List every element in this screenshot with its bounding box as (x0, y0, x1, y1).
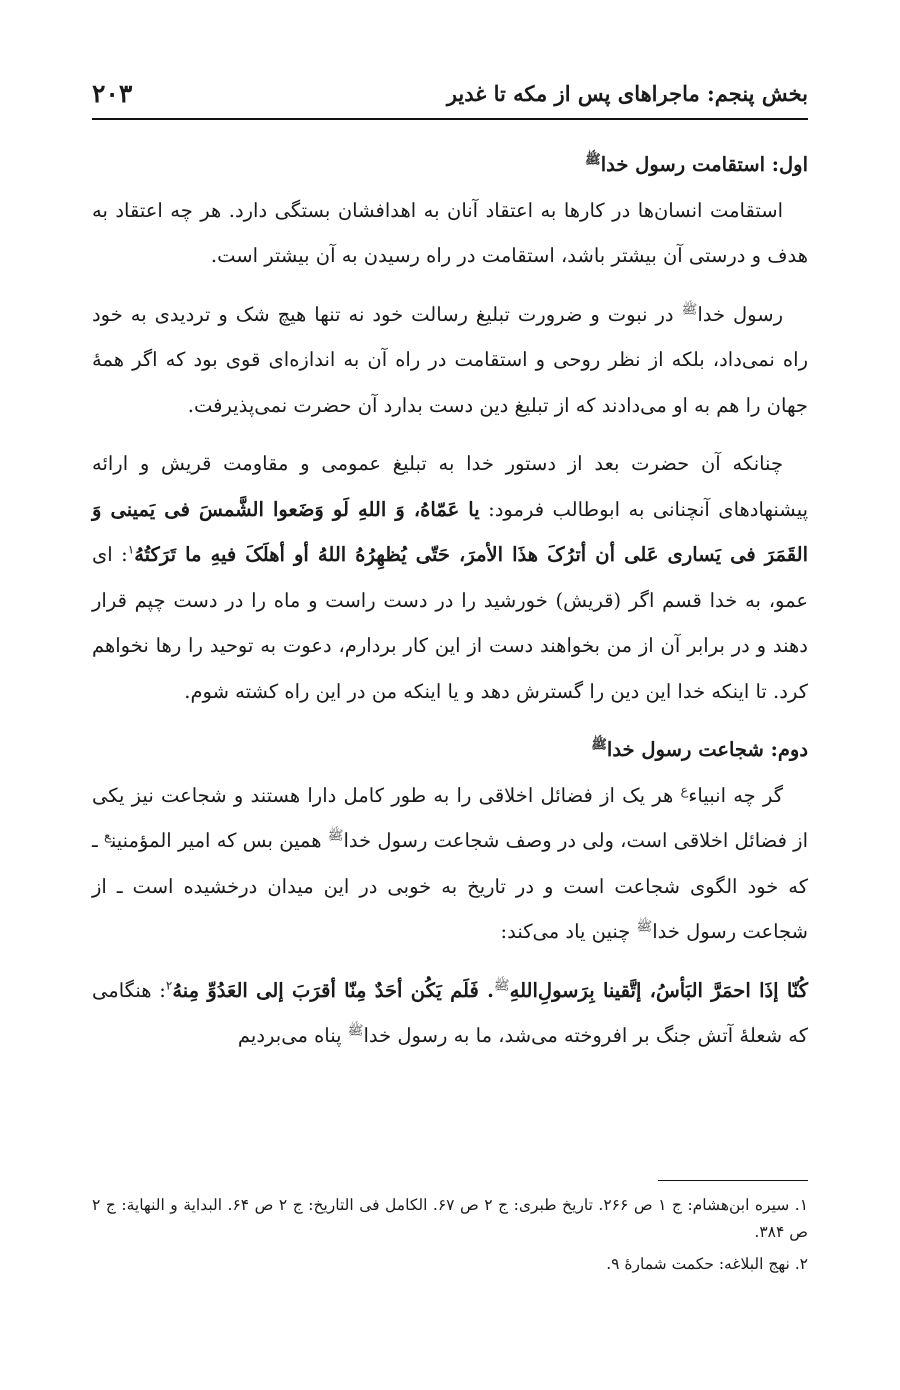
honorific-mark: ﷺ (347, 1023, 364, 1039)
running-title: بخش پنجم: ماجراهای پس از مکه تا غدیر (446, 80, 808, 106)
arabic-quote: یا عَمّاهُ، وَ اللهِ لَو وَضَعوا الشَّمسَ فی یَمینی وَ القَمَرَ فی یَساری عَلی أن أترُکَ هذَا الأمرَ، حَتّی یُظهِرُهُ اللهُ أو أهلَکَ فیهِ ما تَرَکتُهُ (92, 497, 808, 566)
section-heading-steadfastness: اول: استقامت رسول خدا$^ﷺ$ (584, 152, 808, 176)
honorific-mark: ﷺ (493, 978, 510, 993)
footnote-ref: ۱ (127, 542, 135, 557)
paragraph: رسول خدا$^ﷺ$ در نبوت و ضرورت تبلیغ رسالت خود نه تنها هیچ شک و تردیدی به خود راه نمی‌داد، بلکه از نظر روحی و استقامت در راه آن به اندازه‌ای قوی بود که اگر همهٔ جهان را هم به او می‌دادند که از تبلیغ دین دست بدارد آن حضرت نمی‌پذیرفت. (92, 302, 808, 417)
honorific-mark: ع (680, 783, 689, 798)
section-heading-courage: دوم: شجاعت رسول خدا$^ﷺ$ (591, 737, 808, 761)
honorific-mark: ع (103, 828, 111, 844)
honorific-mark: ﷺ (681, 302, 698, 317)
honorific-mark: ﷺ (584, 152, 601, 168)
footnotes (92, 1192, 808, 1283)
honorific-mark: ﷺ (636, 919, 653, 935)
footnote-separator (658, 1180, 808, 1181)
page-number: ۲۰۳ (92, 78, 133, 108)
page-header (92, 68, 808, 120)
footnote-ref: ۲ (165, 978, 173, 992)
arabic-quote: . فَلَم یَکُن أحَدٌ مِنّا أقرَبَ إلی العَدُوِّ مِنهُ (172, 978, 494, 1002)
honorific-mark: ﷺ (591, 737, 607, 753)
honorific-mark: ﷺ (327, 828, 344, 844)
paragraph: استقامت انسان‌ها در کارها به اعتقاد آنان به اهدافشان بستگی دارد. هر چه اعتقاد به هدف و درستی آن بیشتر باشد، استقامت در راه رسیدن به آن بیشتر است. (92, 198, 808, 267)
paragraph: کُنّا إذَا احمَرَّ البَأسُ، إتَّقینا بِرَسولِ‌اللهِ$^ﷺ$. فَلَم یَکُن أحَدٌ مِنّا أقرَبَ إلی العَدُوِّ مِنهُ$^۲$: هنگامی که شعلهٔ آتش جنگ بر افروخته می‌شد، ما به رسول خدا$^ﷺ$ پناه می‌بردیم (92, 978, 808, 1047)
paragraph: چنانکه آن حضرت بعد از دستور خدا به تبلیغ عمومی و مقاومت قریش و ارائه پیشنهادهای آنچنانی به ابوطالب فرمود: یا عَمّاهُ، وَ اللهِ لَو وَضَعوا الشَّمسَ فی یَمینی وَ القَمَرَ فی یَساری عَلی أن أترُکَ هذَا الأمرَ، حَتّی یُظهِرُهُ اللهُ أو أهلَکَ فیهِ ما تَرَکتُهُ$^۱$: ای عمو، به خدا قسم اگر (قریش) خورشید را در دست راست و ماه را در دست چپم قرار دهند و در برابر آن از من بخواهند دست از این کار بردارم، دعوت به توحید را رها نخواهم کرد. تا اینکه خدا این دین را گسترش دهد و یا اینکه من در این راه کشته شوم. (92, 452, 808, 703)
paragraph: گر چه انبیاء$^ع$ هر یک از فضائل اخلاقی را به طور کامل دارا هستند و شجاعت نیز یکی از فضائل اخلاقی است، ولی در وصف شجاعت رسول خدا$^ﷺ$ همین بس که امیر المؤمنین$^ع$ ـ که خود الگوی شجاعت است و در تاریخ به خوبی در این میدان درخشیده است ـ از شجاعت رسول خدا$^ﷺ$ چنین یاد می‌کند: (92, 783, 808, 943)
arabic-quote: کُنّا إذَا احمَرَّ البَأسُ، إتَّقینا بِرَسولِ‌اللهِ (509, 978, 808, 1002)
footnote: ۲. نهج البلاغه: حکمت شمارهٔ ۹. (606, 1255, 808, 1273)
footnote: ۱. سیره ابن‌هشام: ج ۱ ص ۲۶۶. تاریخ طبری: ج ۲ ص ۶۷. الکامل فی التاریخ: ج ۲ ص ۶۴. البدایة و النهایة: ج ۲ ص ۳۸۴. (92, 1196, 809, 1241)
page-body (92, 142, 808, 1059)
